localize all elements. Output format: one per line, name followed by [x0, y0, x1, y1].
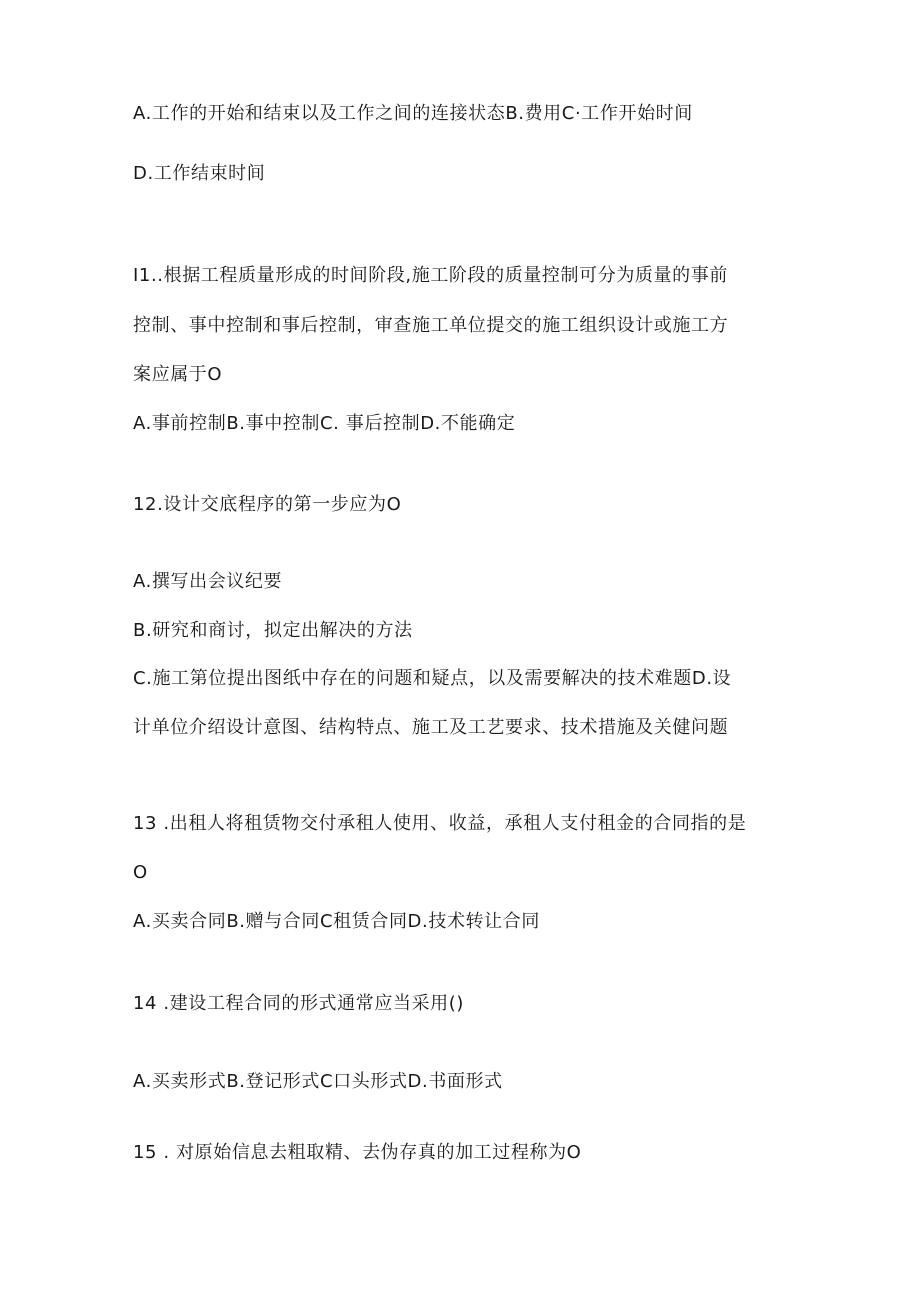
q12-option-c-line-1: C.施工第位提出图纸中存在的问题和疑点，以及需要解决的技术难题D.设	[133, 668, 732, 689]
q13-stem-line-2: O	[133, 862, 148, 883]
q12-option-b: B.研究和商讨，拟定出解决的方法	[133, 620, 413, 641]
q13-options: A.买卖合同B.赠与合同C租赁合同D.技术转让合同	[133, 911, 540, 932]
q12-option-c-line-2: 计单位介绍设计意图、结构特点、施工及工艺要求、技术措施及关健问题	[133, 717, 729, 738]
q10-option-d: D.工作结束时间	[133, 163, 266, 184]
q15-stem: 15 . 对原始信息去粗取精、去伪存真的加工过程称为O	[133, 1142, 582, 1163]
q13-stem-line-1: 13 .出租人将租赁物交付承租人使用、收益，承租人支付租金的合同指的是	[133, 813, 747, 834]
q11-options: A.事前控制B.事中控制C. 事后控制D.不能确定	[133, 413, 516, 434]
q10-options-line: A.工作的开始和结束以及工作之间的连接状态B.费用C·工作开始时间	[133, 103, 693, 124]
q11-stem-line-2: 控制、事中控制和事后控制，审查施工单位提交的施工组织设计或施工方	[133, 315, 729, 336]
q12-stem: 12.设计交底程序的第一步应为O	[133, 494, 402, 515]
q14-options: A.买卖形式B.登记形式C口头形式D.书面形式	[133, 1071, 503, 1092]
q11-stem-line-3: 案应属于O	[133, 364, 223, 385]
q14-stem: 14 .建设工程合同的形式通常应当采用()	[133, 993, 464, 1014]
q11-stem-line-1: I1..根据工程质量形成的时间阶段,施工阶段的质量控制可分为质量的事前	[133, 265, 728, 286]
q12-option-a: A.撰写出会议纪要	[133, 571, 283, 592]
